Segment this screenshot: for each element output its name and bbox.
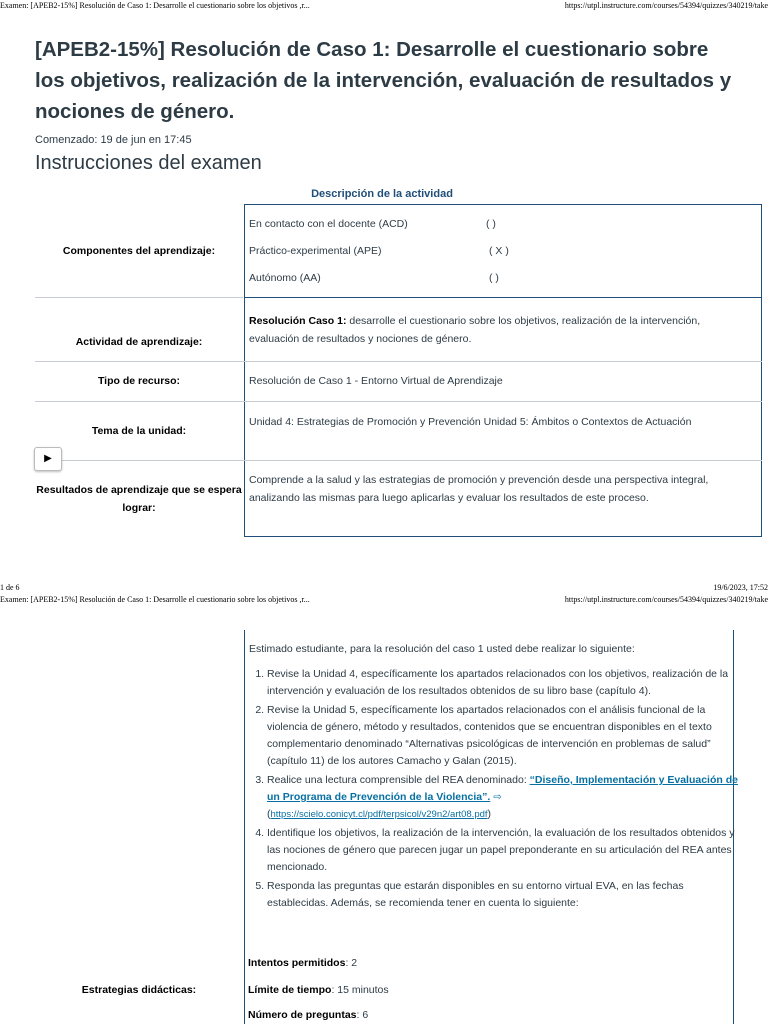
component-ape-mark: ( X ): [489, 245, 509, 257]
component-aa-mark: ( ): [489, 272, 499, 284]
question-count: [248, 1006, 368, 1024]
print-header-url: https://utpl.instructure.com/courses/54394/quizzes/340219/take: [564, 1, 768, 10]
list-item: 1. Revise la Unidad 4, específicamente los apartados relacionados con los objetivos, realización de la intervención y evaluación de los resultados obtenidos de su libro base (capítulo 4).: [267, 666, 745, 700]
activity-desc: desarrolle el cuestionario sobre los objetivos, realización de la intervención, evaluación de resultados y nociones de género.: [249, 315, 701, 345]
time-label: Límite de tiempo: [248, 984, 332, 996]
activity-text: [249, 312, 749, 348]
component-acd-mark: ( ): [486, 218, 496, 230]
rea-url-link[interactable]: https://scielo.conicyt.cl/pdf/terpsicol/v29n2/art08.pdf: [270, 809, 488, 820]
print-footer: [0, 582, 768, 594]
play-icon: ▶: [44, 453, 52, 464]
unit-label: Tema de la unidad:: [91, 425, 187, 437]
step3-text: Realice una lectura comprensible del REA denominado:: [267, 774, 530, 786]
row-divider: [35, 297, 243, 298]
row-divider: [35, 401, 762, 402]
time-limit: [248, 981, 389, 999]
component-acd: En contacto con el docente (ACD): [249, 218, 408, 230]
list-item: 5. Responda las preguntas que estarán disponibles en su entorno virtual EVA, en las fechas establecidas. Además, se recomienda tener en cuenta lo siguiente:: [267, 878, 745, 912]
quiz-title: [APEB2-15%] Resolución de Caso 1: Desarrolle el cuestionario sobre los objetivos, realización de la intervención, evaluación de resultados y nociones de género.: [35, 38, 732, 123]
print-header-title: Examen: [APEB2-15%] Resolución de Caso 1: Desarrolle el cuestionario sobre los objetivos ,r...: [0, 595, 310, 604]
row-divider: [244, 297, 762, 298]
component-ape: Práctico-experimental (APE): [249, 245, 382, 257]
print-header-url: https://utpl.instructure.com/courses/54394/quizzes/340219/take: [564, 595, 768, 604]
strategies-intro: Estimado estudiante, para la resolución del caso 1 usted debe realizar lo siguiente:: [249, 643, 635, 655]
print-date: 19/6/2023, 17:52: [713, 583, 768, 592]
activity-label: Actividad de aprendizaje:: [75, 336, 203, 348]
activity-bold: Resolución Caso 1:: [249, 315, 347, 327]
resource-label: Tipo de recurso:: [97, 375, 181, 387]
external-link-icon: ⇨: [493, 792, 502, 803]
questions-value: : 6: [356, 1009, 369, 1021]
attempts-allowed: [248, 954, 357, 972]
row-divider: [35, 460, 762, 461]
time-value: : 15 minutos: [331, 984, 389, 996]
strategies-steps: [248, 666, 745, 914]
started-at: [35, 134, 192, 146]
page-number: 1 de 6: [0, 583, 20, 592]
description-header: Descripción de la actividad: [311, 188, 453, 200]
resource-text: Resolución de Caso 1 - Entorno Virtual de Aprendizaje: [249, 375, 503, 387]
rea-link[interactable]: “Diseño, Implementación y Evaluación de un Programa de Prevención de la Violencia”.: [267, 774, 738, 803]
row-divider: [35, 361, 762, 362]
attempts-value: : 2: [345, 957, 358, 969]
components-label: Componentes del aprendizaje:: [62, 245, 216, 257]
component-aa: Autónomo (AA): [249, 272, 321, 284]
table-border-left: [244, 630, 245, 1024]
list-item: 4. Identifique los objetivos, la realización de la intervención, la evaluación de los resultados obtenidos y las nociones de género que parecen jugar un papel preponderante en su articulación del REA antes mencionado.: [267, 825, 745, 876]
print-header: [0, 0, 768, 12]
print-header-title: Examen: [APEB2-15%] Resolución de Caso 1: Desarrolle el cuestionario sobre los objetivos ,r...: [0, 1, 310, 10]
outcomes-text: Comprende a la salud y las estrategias de promoción y prevención desde una perspectiva integral, analizando las mismas para luego aplicarlas y evaluar los resultados de este proceso.: [249, 474, 709, 504]
list-item: 2. Revise la Unidad 5, específicamente los apartados relacionados con el análisis funcional de la violencia de género, método y resultados, contenidos que se encuentran disponibles en el texto complementario denominado “Alternativas psicológicas de intervención en problemas de salud” (capítulo 11) de los autores Camacho y Galan (2015).: [267, 702, 745, 770]
started-value: 19 de jun en 17:45: [100, 134, 192, 146]
unit-text: Unidad 4: Estrategias de Promoción y Prevención Unidad 5: Ámbitos o Contextos de Actuación: [249, 416, 692, 428]
started-label: Comenzado:: [35, 134, 98, 146]
outcomes-label: Resultados de aprendizaje que se espera lograr:: [36, 484, 242, 514]
play-button[interactable]: [34, 447, 62, 471]
list-item: 3. Realice una lectura comprensible del REA denominado: “Diseño, Implementación y Evaluación de un Programa de Prevención de la Violencia”. ⇨ (https://scielo.conicyt.cl/pdf/terpsicol/v29n2/art08.pdf): [267, 772, 745, 823]
print-header: [0, 594, 768, 606]
instructions-heading: Instrucciones del examen: [35, 152, 262, 174]
questions-label: Número de preguntas: [248, 1009, 357, 1021]
strategies-label: Estrategias didácticas:: [81, 984, 197, 996]
attempts-label: Intentos permitidos: [248, 957, 346, 969]
